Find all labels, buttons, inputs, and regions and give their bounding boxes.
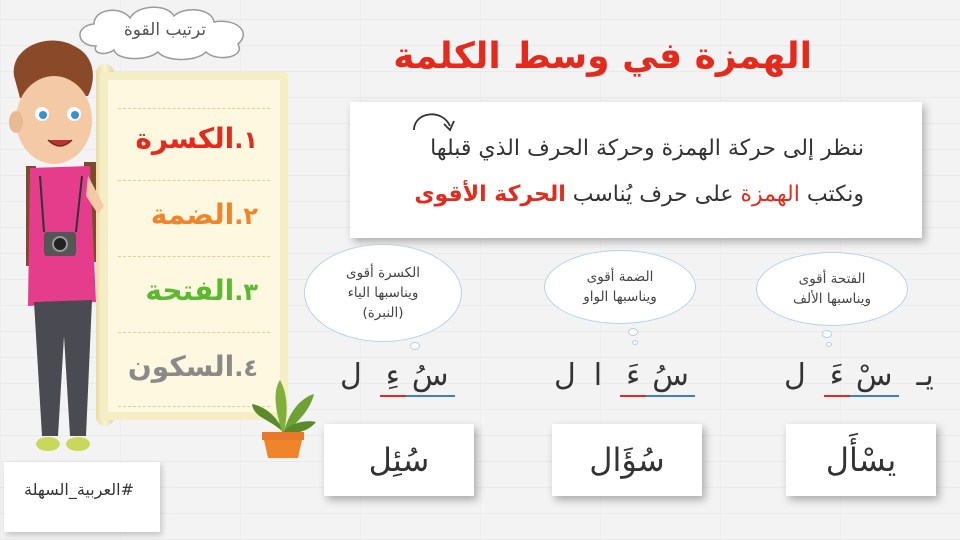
- letter-underlined-blue: سُ: [646, 358, 695, 397]
- rule-highlight-hamza: الهمزة: [740, 182, 800, 207]
- bubble-tail: [826, 342, 832, 347]
- letter-underlined-blue: سْ: [850, 358, 899, 397]
- hashtag-card: [4, 462, 160, 532]
- rule-text-segment: ونكتب: [799, 182, 864, 207]
- bubble-line: ويناسبها الياء: [347, 284, 419, 301]
- bubble-line: الفتحة أقوى: [798, 270, 866, 287]
- bubble-line: ويناسبها الألف: [793, 291, 872, 307]
- strength-item-label: الفتحة: [145, 274, 235, 307]
- letter: ا: [593, 358, 603, 393]
- strength-item-fatha: [108, 274, 258, 307]
- boy-character-illustration: [0, 36, 110, 466]
- letter-underlined-red: ءَ: [620, 358, 646, 397]
- bubble-tail: [822, 330, 832, 338]
- letter: يـ: [916, 358, 934, 393]
- bubble-line: الضمة أقوى: [586, 268, 654, 285]
- rule-highlight-strongest: الحركة الأقوى: [414, 182, 566, 207]
- letter-breakdown-suaal: [554, 358, 695, 402]
- strength-item-label: السكون: [127, 350, 235, 383]
- bubble-tail: [628, 328, 638, 336]
- scroll-divider: [118, 256, 270, 257]
- strength-item-kasra: [108, 122, 258, 155]
- bubble-line: الكسرة أقوى: [346, 264, 420, 281]
- rule-card: [350, 102, 922, 238]
- page-title: الهمزة في وسط الكلمة: [393, 36, 812, 77]
- letter-pair: [380, 358, 455, 397]
- rule-text-line2: [364, 182, 864, 207]
- letter-underlined-red: ءِ: [380, 358, 406, 397]
- strength-item-number: ٤.: [234, 354, 258, 382]
- letter: ل: [784, 358, 806, 393]
- letter: ل: [554, 358, 576, 393]
- cloud-label: ترتيب القوة: [123, 20, 207, 40]
- thought-bubble-kasra: [304, 244, 462, 342]
- strength-item-label: الضمة: [150, 198, 235, 231]
- letter-pair: [620, 358, 695, 397]
- letter-underlined-red: ءَ: [824, 358, 850, 397]
- strength-order-scroll: [100, 72, 288, 420]
- rule-text-line1: ننظر إلى حركة الهمزة وحركة الحرف الذي قبلها: [430, 136, 864, 161]
- bubble-line: (النبرة): [362, 305, 404, 322]
- scroll-divider: [118, 108, 270, 109]
- thought-bubble-fatha: [756, 252, 908, 326]
- strength-item-number: ٣.: [234, 278, 258, 306]
- rule-text-segment: على حرف يُناسب: [565, 182, 741, 207]
- hashtag-text: #العربية_السهلة: [24, 480, 134, 499]
- bubble-tail: [410, 342, 420, 350]
- scroll-divider: [118, 332, 270, 333]
- letter-underlined-blue: سُ: [406, 358, 455, 397]
- letter-breakdown-yasal: [784, 358, 934, 402]
- letter: ل: [340, 358, 362, 393]
- letter-pair: [824, 358, 899, 397]
- strength-item-number: ٢.: [234, 202, 258, 230]
- strength-item-sukun: [108, 350, 258, 383]
- strength-item-label: الكسرة: [135, 122, 235, 155]
- bubble-line: ويناسبها الواو: [583, 289, 657, 305]
- word-card-suila: سُئِل: [324, 424, 474, 496]
- bubble-tail: [632, 340, 638, 345]
- letter-breakdown-suila: [340, 358, 455, 402]
- strength-item-damma: [108, 198, 258, 231]
- strength-item-number: ١.: [234, 126, 258, 154]
- word-card-yasal: يسْأَل: [786, 424, 936, 496]
- scroll-divider: [118, 180, 270, 181]
- curved-arrow-icon: [408, 106, 458, 136]
- plant-pot-illustration: [248, 378, 318, 460]
- thought-bubble-damma: [544, 250, 696, 324]
- word-card-suaal: سُؤَال: [552, 424, 702, 496]
